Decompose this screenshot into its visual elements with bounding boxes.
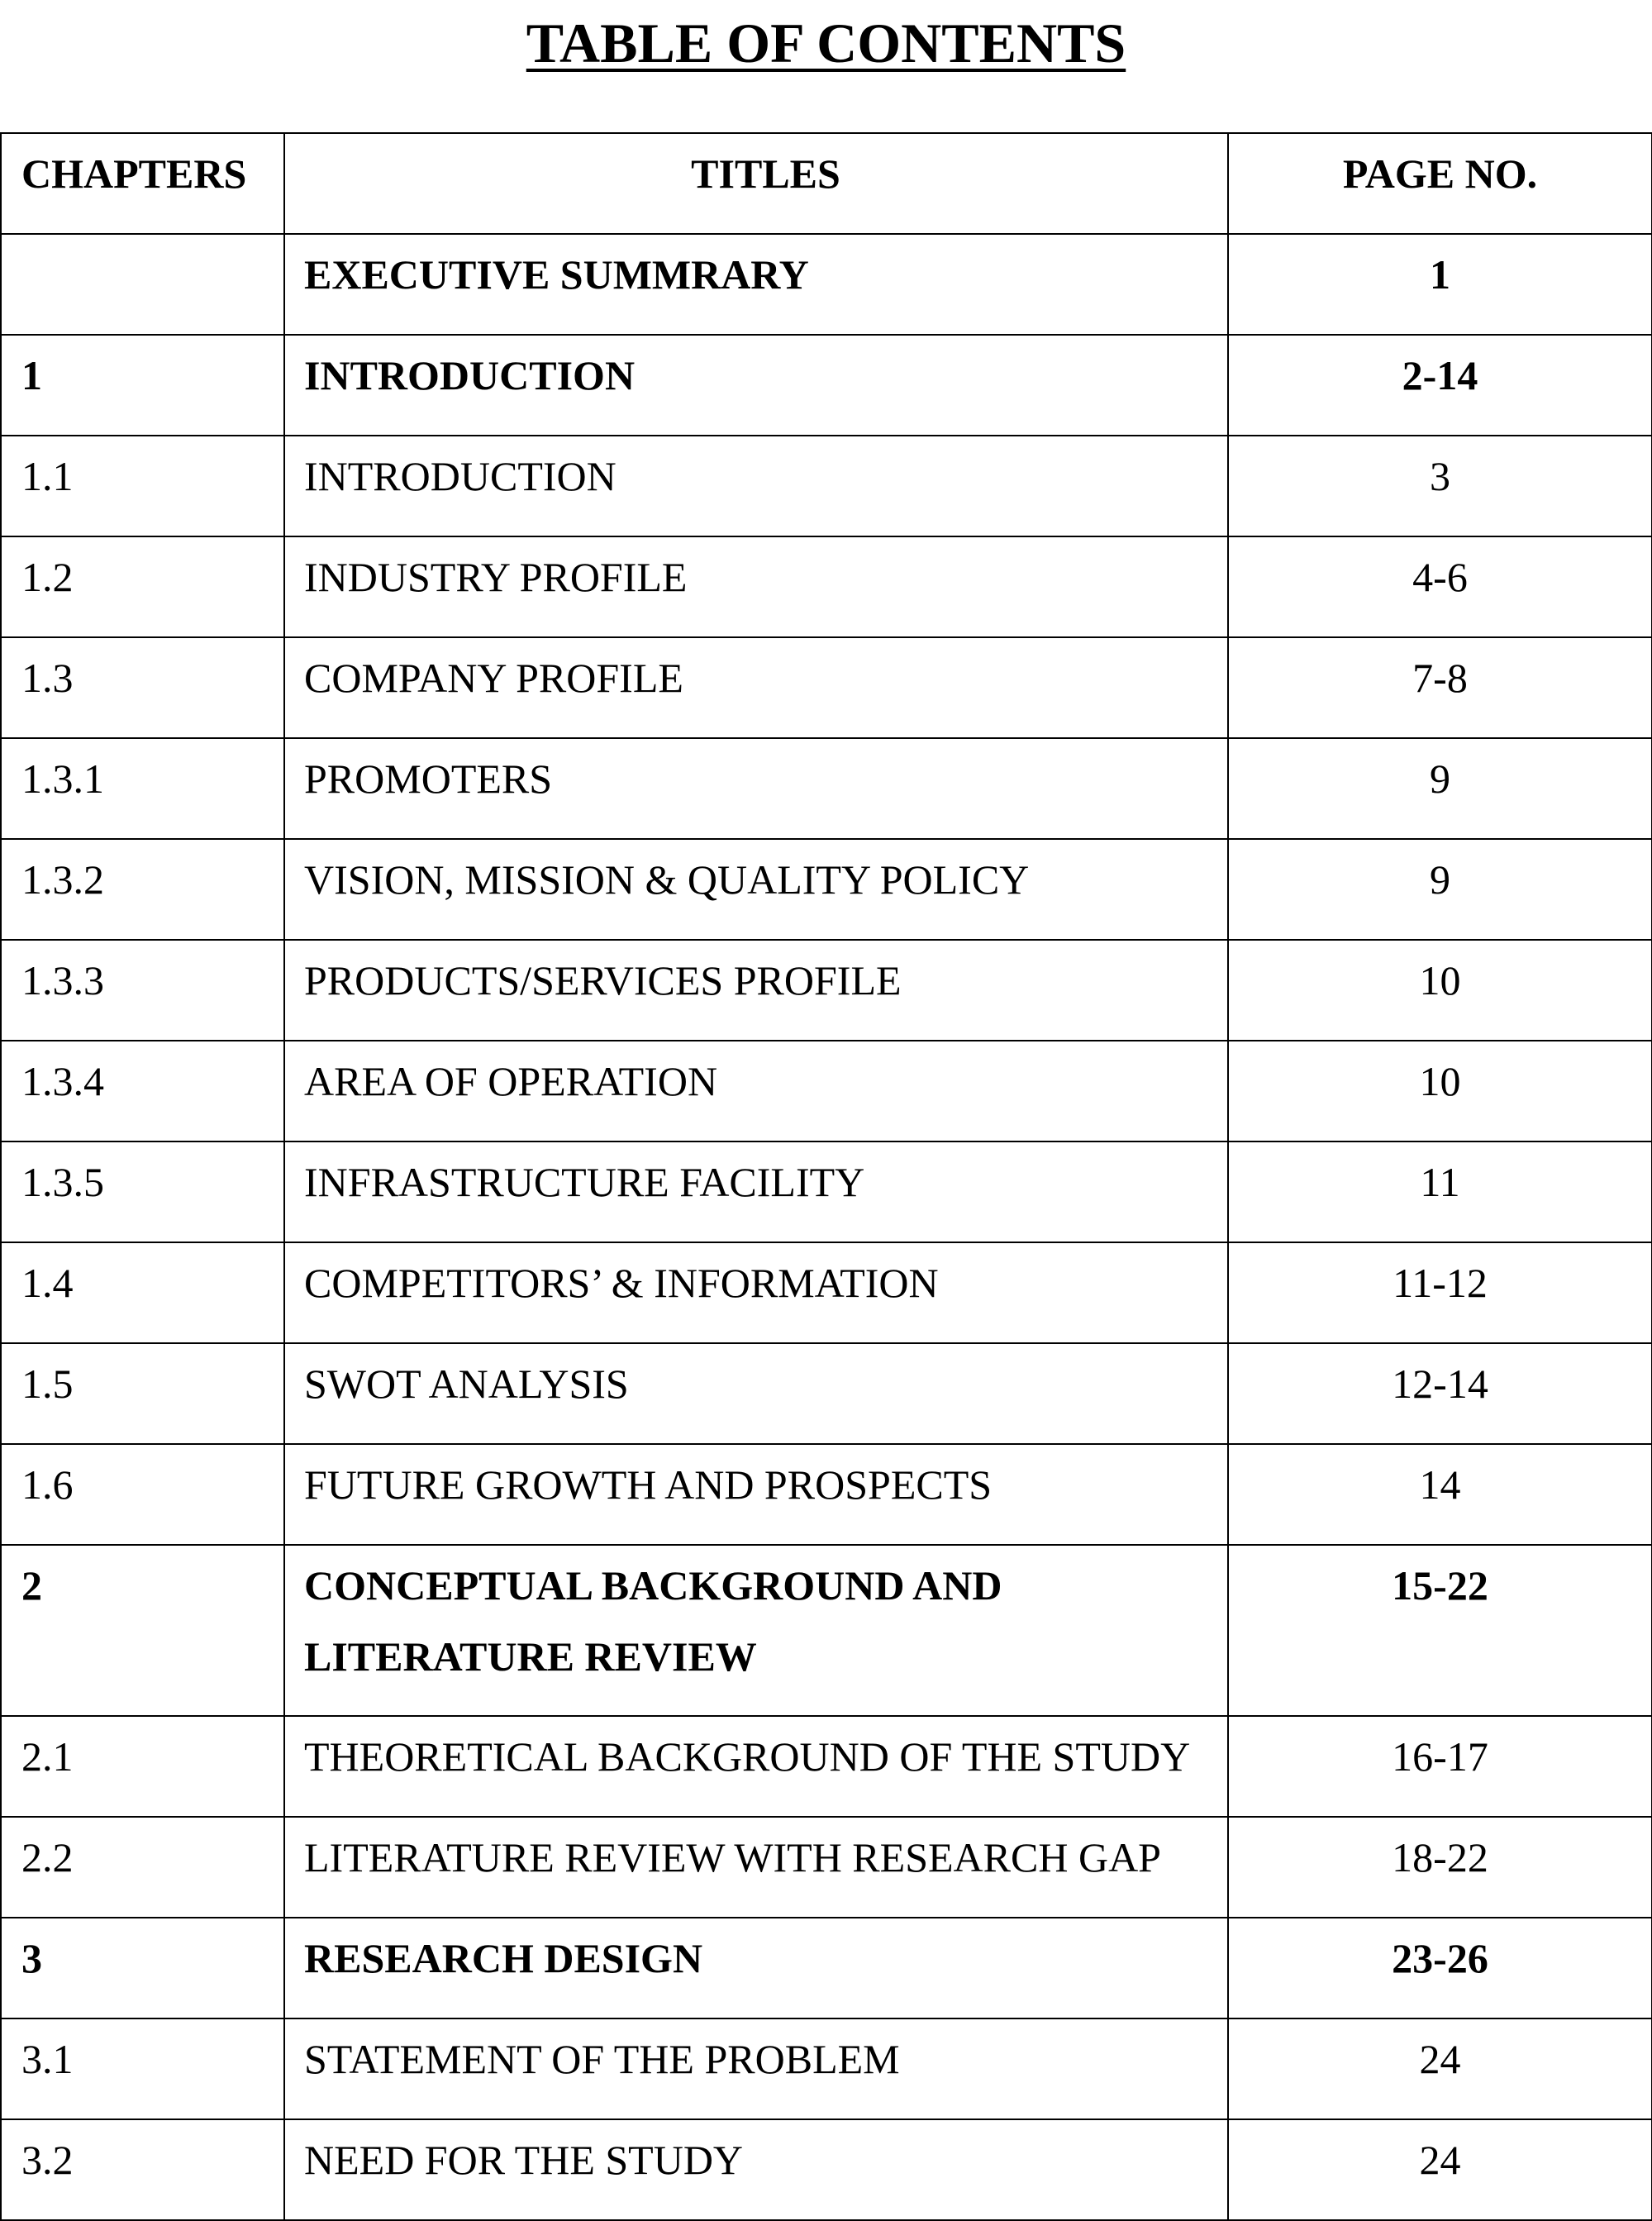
page-number: 9 (1228, 839, 1652, 940)
page-number: 10 (1228, 1041, 1652, 1141)
chapter-number: 1 (1, 335, 284, 436)
chapter-title: SWOT ANALYSIS (284, 1343, 1228, 1444)
chapter-title: INDUSTRY PROFILE (284, 536, 1228, 637)
page-number: 24 (1228, 2119, 1652, 2220)
table-row (1, 1444, 1652, 1545)
page-number: 16-17 (1228, 1716, 1652, 1817)
page-number: 2-14 (1228, 335, 1652, 436)
chapter-number: 1.4 (1, 1242, 284, 1343)
chapter-title: INTRODUCTION (284, 436, 1228, 536)
page-number: 14 (1228, 1444, 1652, 1545)
chapter-title: COMPETITORS’ & INFORMATION (284, 1242, 1228, 1343)
chapter-number: 3.2 (1, 2119, 284, 2220)
table-body (1, 234, 1652, 2220)
header-page-no: PAGE NO. (1228, 133, 1652, 234)
chapter-number: 3.1 (1, 2018, 284, 2119)
table-row (1, 536, 1652, 637)
chapter-title: RESEARCH DESIGN (284, 1918, 1228, 2018)
table-row (1, 1141, 1652, 1242)
chapter-number: 1.3 (1, 637, 284, 738)
table-row (1, 637, 1652, 738)
header-chapters: CHAPTERS (1, 133, 284, 234)
chapter-title: LITERATURE REVIEW WITH RESEARCH GAP (284, 1817, 1228, 1918)
table-row (1, 2018, 1652, 2119)
chapter-number: 1.3.4 (1, 1041, 284, 1141)
table-row (1, 1041, 1652, 1141)
chapter-title: STATEMENT OF THE PROBLEM (284, 2018, 1228, 2119)
chapter-title: FUTURE GROWTH AND PROSPECTS (284, 1444, 1228, 1545)
chapter-title: NEED FOR THE STUDY (284, 2119, 1228, 2220)
page-number: 9 (1228, 738, 1652, 839)
page-number: 12-14 (1228, 1343, 1652, 1444)
chapter-number: 2 (1, 1545, 284, 1716)
table-row (1, 738, 1652, 839)
page-number: 23-26 (1228, 1918, 1652, 2018)
header-titles: TITLES (284, 133, 1228, 234)
chapter-number: 1.5 (1, 1343, 284, 1444)
chapter-number: 1.6 (1, 1444, 284, 1545)
page-number: 18-22 (1228, 1817, 1652, 1918)
chapter-number: 2.1 (1, 1716, 284, 1817)
chapter-number: 1.3.1 (1, 738, 284, 839)
chapter-number (1, 234, 284, 335)
table-header-row (1, 133, 1652, 234)
chapter-title: PRODUCTS/SERVICES PROFILE (284, 940, 1228, 1041)
chapter-title: CONCEPTUAL BACKGROUND AND LITERATURE REVIEW (284, 1545, 1228, 1716)
chapter-number: 2.2 (1, 1817, 284, 1918)
table-row (1, 335, 1652, 436)
page-number: 15-22 (1228, 1545, 1652, 1716)
table-row (1, 1817, 1652, 1918)
table-row (1, 1242, 1652, 1343)
page-number: 24 (1228, 2018, 1652, 2119)
chapter-number: 3 (1, 1918, 284, 2018)
chapter-title: COMPANY PROFILE (284, 637, 1228, 738)
table-row (1, 2119, 1652, 2220)
page-number: 1 (1228, 234, 1652, 335)
table-row (1, 1545, 1652, 1716)
table-of-contents (0, 132, 1652, 2221)
chapter-number: 1.1 (1, 436, 284, 536)
page-number: 10 (1228, 940, 1652, 1041)
chapter-title: PROMOTERS (284, 738, 1228, 839)
chapter-number: 1.3.5 (1, 1141, 284, 1242)
page-number: 11-12 (1228, 1242, 1652, 1343)
chapter-title: VISION, MISSION & QUALITY POLICY (284, 839, 1228, 940)
chapter-title: THEORETICAL BACKGROUND OF THE STUDY (284, 1716, 1228, 1817)
table-row (1, 436, 1652, 536)
chapter-title: INFRASTRUCTURE FACILITY (284, 1141, 1228, 1242)
page-number: 4-6 (1228, 536, 1652, 637)
chapter-number: 1.3.3 (1, 940, 284, 1041)
table-row (1, 1343, 1652, 1444)
document-title-text: TABLE OF CONTENTS (526, 12, 1126, 74)
chapter-number: 1.2 (1, 536, 284, 637)
page-number: 11 (1228, 1141, 1652, 1242)
table-row (1, 234, 1652, 335)
chapter-number: 1.3.2 (1, 839, 284, 940)
table-row (1, 1716, 1652, 1817)
chapter-title: AREA OF OPERATION (284, 1041, 1228, 1141)
page-number: 3 (1228, 436, 1652, 536)
chapter-title: EXECUTIVE SUMMRARY (284, 234, 1228, 335)
table-row (1, 940, 1652, 1041)
table-row (1, 1918, 1652, 2018)
document-title (0, 10, 1652, 76)
page-number: 7-8 (1228, 637, 1652, 738)
chapter-title: INTRODUCTION (284, 335, 1228, 436)
table-row (1, 839, 1652, 940)
